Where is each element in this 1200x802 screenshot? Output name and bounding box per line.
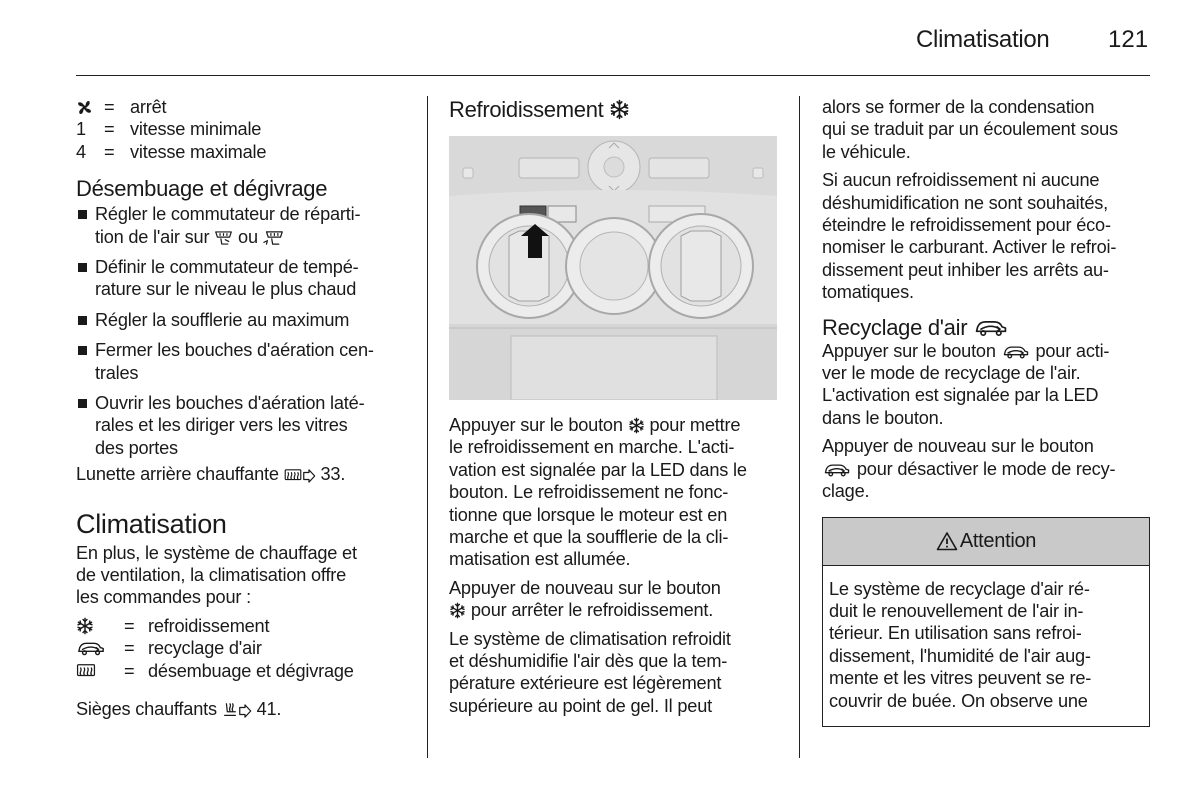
- snowflake-icon: [449, 602, 466, 619]
- list-item-text: désembuage et dégivrage: [148, 660, 354, 681]
- warning-title: Attention: [959, 529, 1037, 552]
- windscreen-feet-alt-icon: [263, 230, 284, 246]
- page-ref-arrow-icon: [302, 469, 316, 483]
- section-heading-recycling: Recyclage d'air: [822, 316, 1150, 340]
- list-item: = recyclage d'air: [76, 637, 406, 659]
- cooling-para-1: Appuyer sur le bouton pour mettre le refroidissement en marche. L'acti- vation est signalée par la LED dans le bouton. Le refroidissement ne fonc- tionne que lorsque le moteur est en marche et que la soufflerie de la cli- matisation est allumée.: [449, 415, 747, 570]
- no-cooling-para: Si aucun refroidissement ni aucune déshumidification ne sont souhaités, éteindre le refroidissement pour éco- nomiser le carburant. Activer le refroi- dissement peut inhiber les arrêts au- tomatiques.: [822, 170, 1117, 303]
- condensation-para: alors se former de la condensation qui se traduit par un écoulement sous le véhicule.: [822, 97, 1118, 162]
- page-number: 121: [1108, 26, 1149, 53]
- defrost-bullets: [76, 203, 406, 459]
- air-recirculation-icon: [76, 640, 106, 657]
- fan-off-icon: [76, 96, 98, 118]
- list-item-symbol: 4: [76, 141, 86, 162]
- list-item-text: refroidissement: [148, 615, 270, 636]
- section-heading-cooling: Refroidissement: [449, 98, 779, 122]
- list-item-text: arrêt: [130, 97, 167, 117]
- rear-window-reference: Lunette arrière chauffante 33.: [76, 464, 346, 485]
- list-item: Régler le commutateur de réparti- tion de l'air sur ou: [76, 203, 406, 248]
- rear-defrost-icon: [284, 468, 302, 483]
- page-header-title: Climatisation: [916, 26, 1050, 53]
- fan-speed-list: [76, 96, 406, 163]
- column-divider-1: [427, 96, 428, 758]
- column-3: [822, 96, 1150, 727]
- climatisation-intro: En plus, le système de chauffage et de ventilation, la climatisation offre les commandes pour :: [76, 542, 357, 608]
- list-item-symbol: 1: [76, 119, 86, 140]
- cooling-para-3: Le système de climatisation refroidit et déshumidifie l'air dès que la tem- pérature extérieure est légèrement supérieure au point de gel. Il peut: [449, 628, 731, 716]
- list-item-text: vitesse minimale: [130, 119, 262, 140]
- column-1: [76, 96, 406, 720]
- climate-controls-list: [76, 615, 406, 682]
- list-item: Définir le commutateur de tempé- rature sur le niveau le plus chaud: [76, 256, 406, 301]
- page-ref-arrow-icon: [238, 704, 252, 718]
- list-item: = arrêt: [76, 96, 406, 118]
- list-item: 4 = vitesse maximale: [76, 141, 267, 162]
- recycling-para-1: Appuyer sur le bouton pour acti- ver le mode de recyclage de l'air. L'activation est signalée par la LED dans le bouton.: [822, 340, 1110, 428]
- list-item: Fermer les bouches d'aération cen- trales: [76, 339, 406, 384]
- air-recirculation-icon: [973, 318, 1009, 338]
- list-item: Régler la soufflerie au maximum: [76, 309, 406, 331]
- control-panel-illustration: [449, 136, 777, 400]
- cooling-para-2: Appuyer de nouveau sur le bouton pour arrêter le refroidissement.: [449, 577, 721, 621]
- section-heading-climatisation: Climatisation: [76, 508, 227, 539]
- list-item: = refroidissement: [76, 615, 406, 637]
- column-divider-2: [799, 96, 800, 758]
- list-item: 1 = vitesse minimale: [76, 119, 262, 140]
- air-recirculation-icon: [822, 462, 852, 478]
- warning-header: [823, 518, 1149, 566]
- list-item-text: vitesse maximale: [130, 141, 267, 162]
- heated-seat-icon: [222, 702, 238, 718]
- list-item: = désembuage et dégivrage: [76, 660, 406, 682]
- warning-box: [822, 517, 1150, 727]
- snowflake-icon: [609, 99, 630, 120]
- rear-defrost-icon: [76, 663, 96, 679]
- warning-triangle-icon: [936, 531, 958, 551]
- header-rule: [76, 75, 1150, 76]
- list-item-text: recyclage d'air: [148, 638, 262, 659]
- section-heading-defrost: Désembuage et dégivrage: [76, 176, 328, 202]
- list-item: Ouvrir les bouches d'aération laté- rales et les diriger vers les vitres des portes: [76, 392, 406, 459]
- snowflake-icon: [76, 617, 94, 635]
- warning-body: Le système de recyclage d'air ré- duit le renouvellement de l'air in- térieur. En utilisation sans refroi- dissement, l'humidité de l'air aug- mente et les vitres peuvent se re- couvrir de buée. On observe une: [829, 578, 1092, 711]
- heated-seats-reference: Sièges chauffants 41.: [76, 699, 282, 720]
- air-recirculation-icon: [1001, 344, 1031, 360]
- column-2: [449, 96, 779, 717]
- windscreen-feet-icon: [214, 230, 233, 246]
- recycling-para-2: Appuyer de nouveau sur le bouton pour désactiver le mode de recy- clage.: [822, 436, 1116, 502]
- control-panel-drawing: [449, 136, 777, 400]
- snowflake-icon: [628, 417, 645, 434]
